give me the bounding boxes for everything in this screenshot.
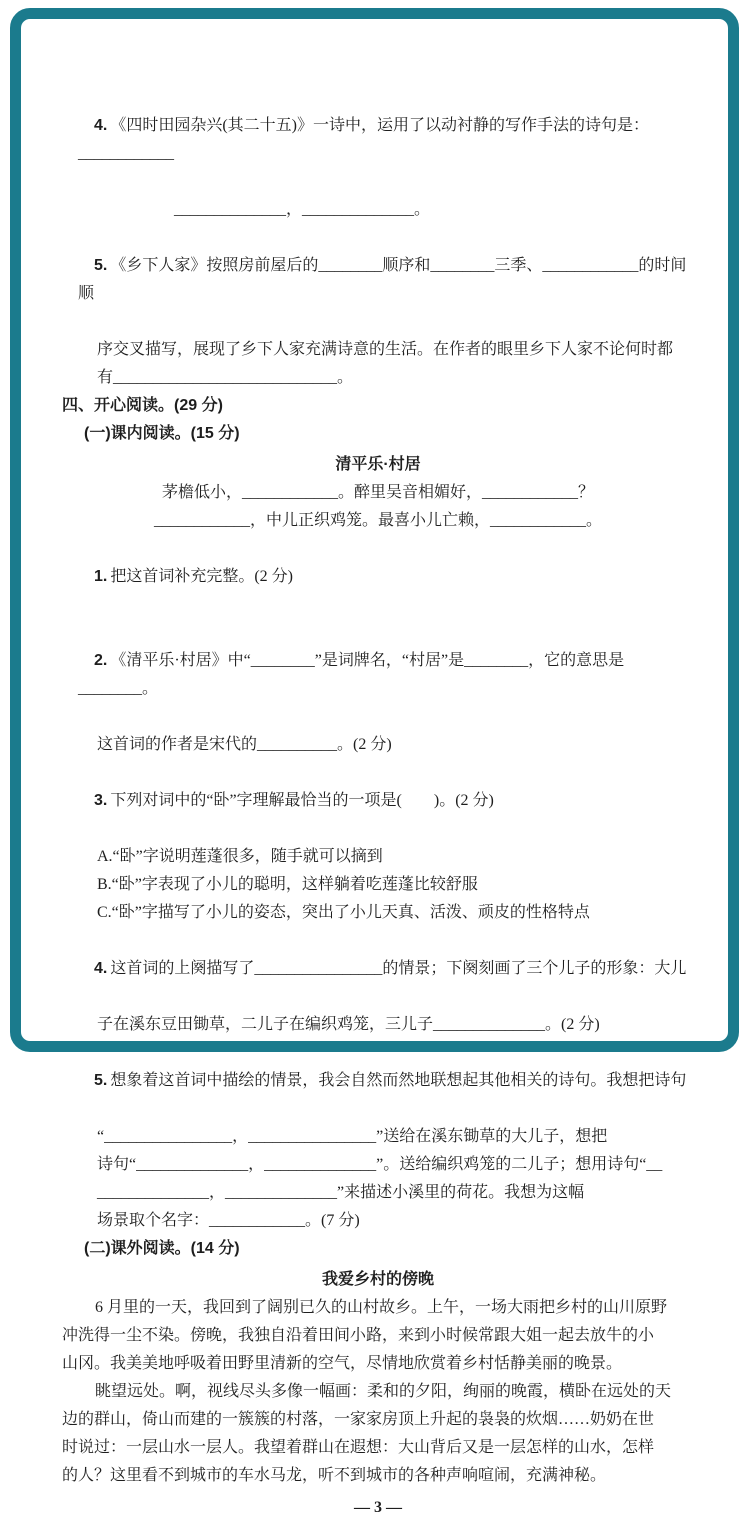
question-text-continuation: 子在溪东豆田锄草，二儿子在编织鸡笼，三儿子______________。(2 分) — [97, 1016, 600, 1033]
part2-label: (二)课外阅读。(14 分) — [84, 1240, 240, 1257]
question-text: 下列对词中的“卧”字理解最恰当的一项是( )。(2 分) — [110, 792, 494, 809]
passage-line: 眺望远处。啊，视线尽头多像一幅画：柔和的夕阳，绚丽的晚霞，横卧在远处的天 — [95, 1383, 672, 1400]
question-number: 4. — [94, 117, 108, 134]
option-c: C.“卧”字描写了小儿的姿态，突出了小儿天真、活泼、顽皮的性格特点 — [97, 904, 590, 921]
part1-label: (一)课内阅读。(15 分) — [84, 425, 240, 442]
question-text: 把这首词补充完整。(2 分) — [110, 568, 294, 585]
page-number: — 3 — — [354, 1499, 402, 1516]
question-number: 5. — [94, 257, 108, 274]
poem-line: 茅檐低小，____________。醉里吴音相媚好，____________？ — [161, 484, 594, 501]
question-text-continuation: 有____________________________。 — [97, 369, 354, 386]
question-text: 《清平乐·村居》中“________”是词牌名，“村居”是________，它的意思是________。 — [78, 652, 625, 697]
question-item-2 — [78, 619, 694, 731]
question-number: 1. — [94, 568, 108, 585]
question-text-continuation: 这首词的作者是宋代的__________。(2 分) — [97, 736, 392, 753]
passage-line: 时说过：一层山水一层人。我望着群山在遐想：大山背后又是一层怎样的山水，怎样 — [62, 1439, 655, 1456]
page-content — [62, 84, 694, 1522]
passage-line: 的人？这里看不到城市的车水马龙，听不到城市的各种声响喧闹，充满神秘。 — [62, 1467, 607, 1484]
option-b: B.“卧”字表现了小儿的聪明，这样躺着吃莲蓬比较舒服 — [97, 876, 478, 893]
question-text-continuation: 序交叉描写，展现了乡下人家充满诗意的生活。在作者的眼里乡下人家不论何时都 — [97, 341, 674, 358]
question-item-top-5 — [78, 224, 694, 336]
option-a: A.“卧”字说明莲蓬很多，随手就可以摘到 — [97, 848, 383, 865]
section-heading: 四、开心阅读。(29 分) — [62, 397, 223, 414]
question-item-5 — [78, 1039, 694, 1123]
question-text-continuation: 场景取个名字：____________。(7 分) — [97, 1212, 360, 1229]
question-item-4 — [78, 927, 694, 1011]
question-item-top-4 — [78, 84, 694, 196]
passage-title: 我爱乡村的傍晚 — [321, 1271, 434, 1288]
question-number: 5. — [94, 1072, 108, 1089]
passage-line: 山冈。我美美地呼吸着田野里清新的空气，尽情地欣赏着乡村恬静美丽的晚景。 — [62, 1355, 623, 1372]
question-text: 《乡下人家》按照房前屋后的________顺序和________三季、____________的时间顺 — [78, 257, 687, 302]
question-number: 3. — [94, 792, 108, 809]
question-item-1 — [78, 535, 694, 619]
question-number: 2. — [94, 652, 108, 669]
question-text-continuation: ______________，______________”来描述小溪里的荷花。我想为这幅 — [97, 1184, 585, 1201]
question-item-3 — [78, 759, 694, 843]
poem-line: ____________，中儿正织鸡笼。最喜小儿亡赖，____________。 — [153, 512, 602, 529]
question-text-continuation: “________________，________________”送给在溪东锄草的大儿子，想把 — [97, 1128, 608, 1145]
answer-blank-line: ______________，______________。 — [174, 201, 431, 218]
question-text: 这首词的上阕描写了________________的情景；下阕刻画了三个儿子的形象：大儿 — [110, 960, 687, 977]
question-text: 想象着这首词中描绘的情景，我会自然而然地联想起其他相关的诗句。我想把诗句 — [110, 1072, 687, 1089]
question-number: 4. — [94, 960, 108, 977]
question-text-continuation: 诗句“______________，______________”。送给编织鸡笼的二儿子；想用诗句“__ — [97, 1156, 663, 1173]
question-text: 《四时田园杂兴(其二十五)》一诗中，运用了以动衬静的写作手法的诗句是：____________ — [78, 117, 650, 162]
passage-line: 边的群山，倚山而建的一簇簇的村落，一家家房顶上升起的袅袅的炊烟……奶奶在世 — [62, 1411, 655, 1428]
passage-line: 6 月里的一天，我回到了阔别已久的山村故乡。上午，一场大雨把乡村的山川原野 — [95, 1299, 668, 1316]
passage-line: 冲洗得一尘不染。傍晚，我独自沿着田间小路，来到小时候常跟大姐一起去放牛的小 — [62, 1327, 655, 1344]
poem-title: 清平乐·村居 — [335, 456, 421, 473]
